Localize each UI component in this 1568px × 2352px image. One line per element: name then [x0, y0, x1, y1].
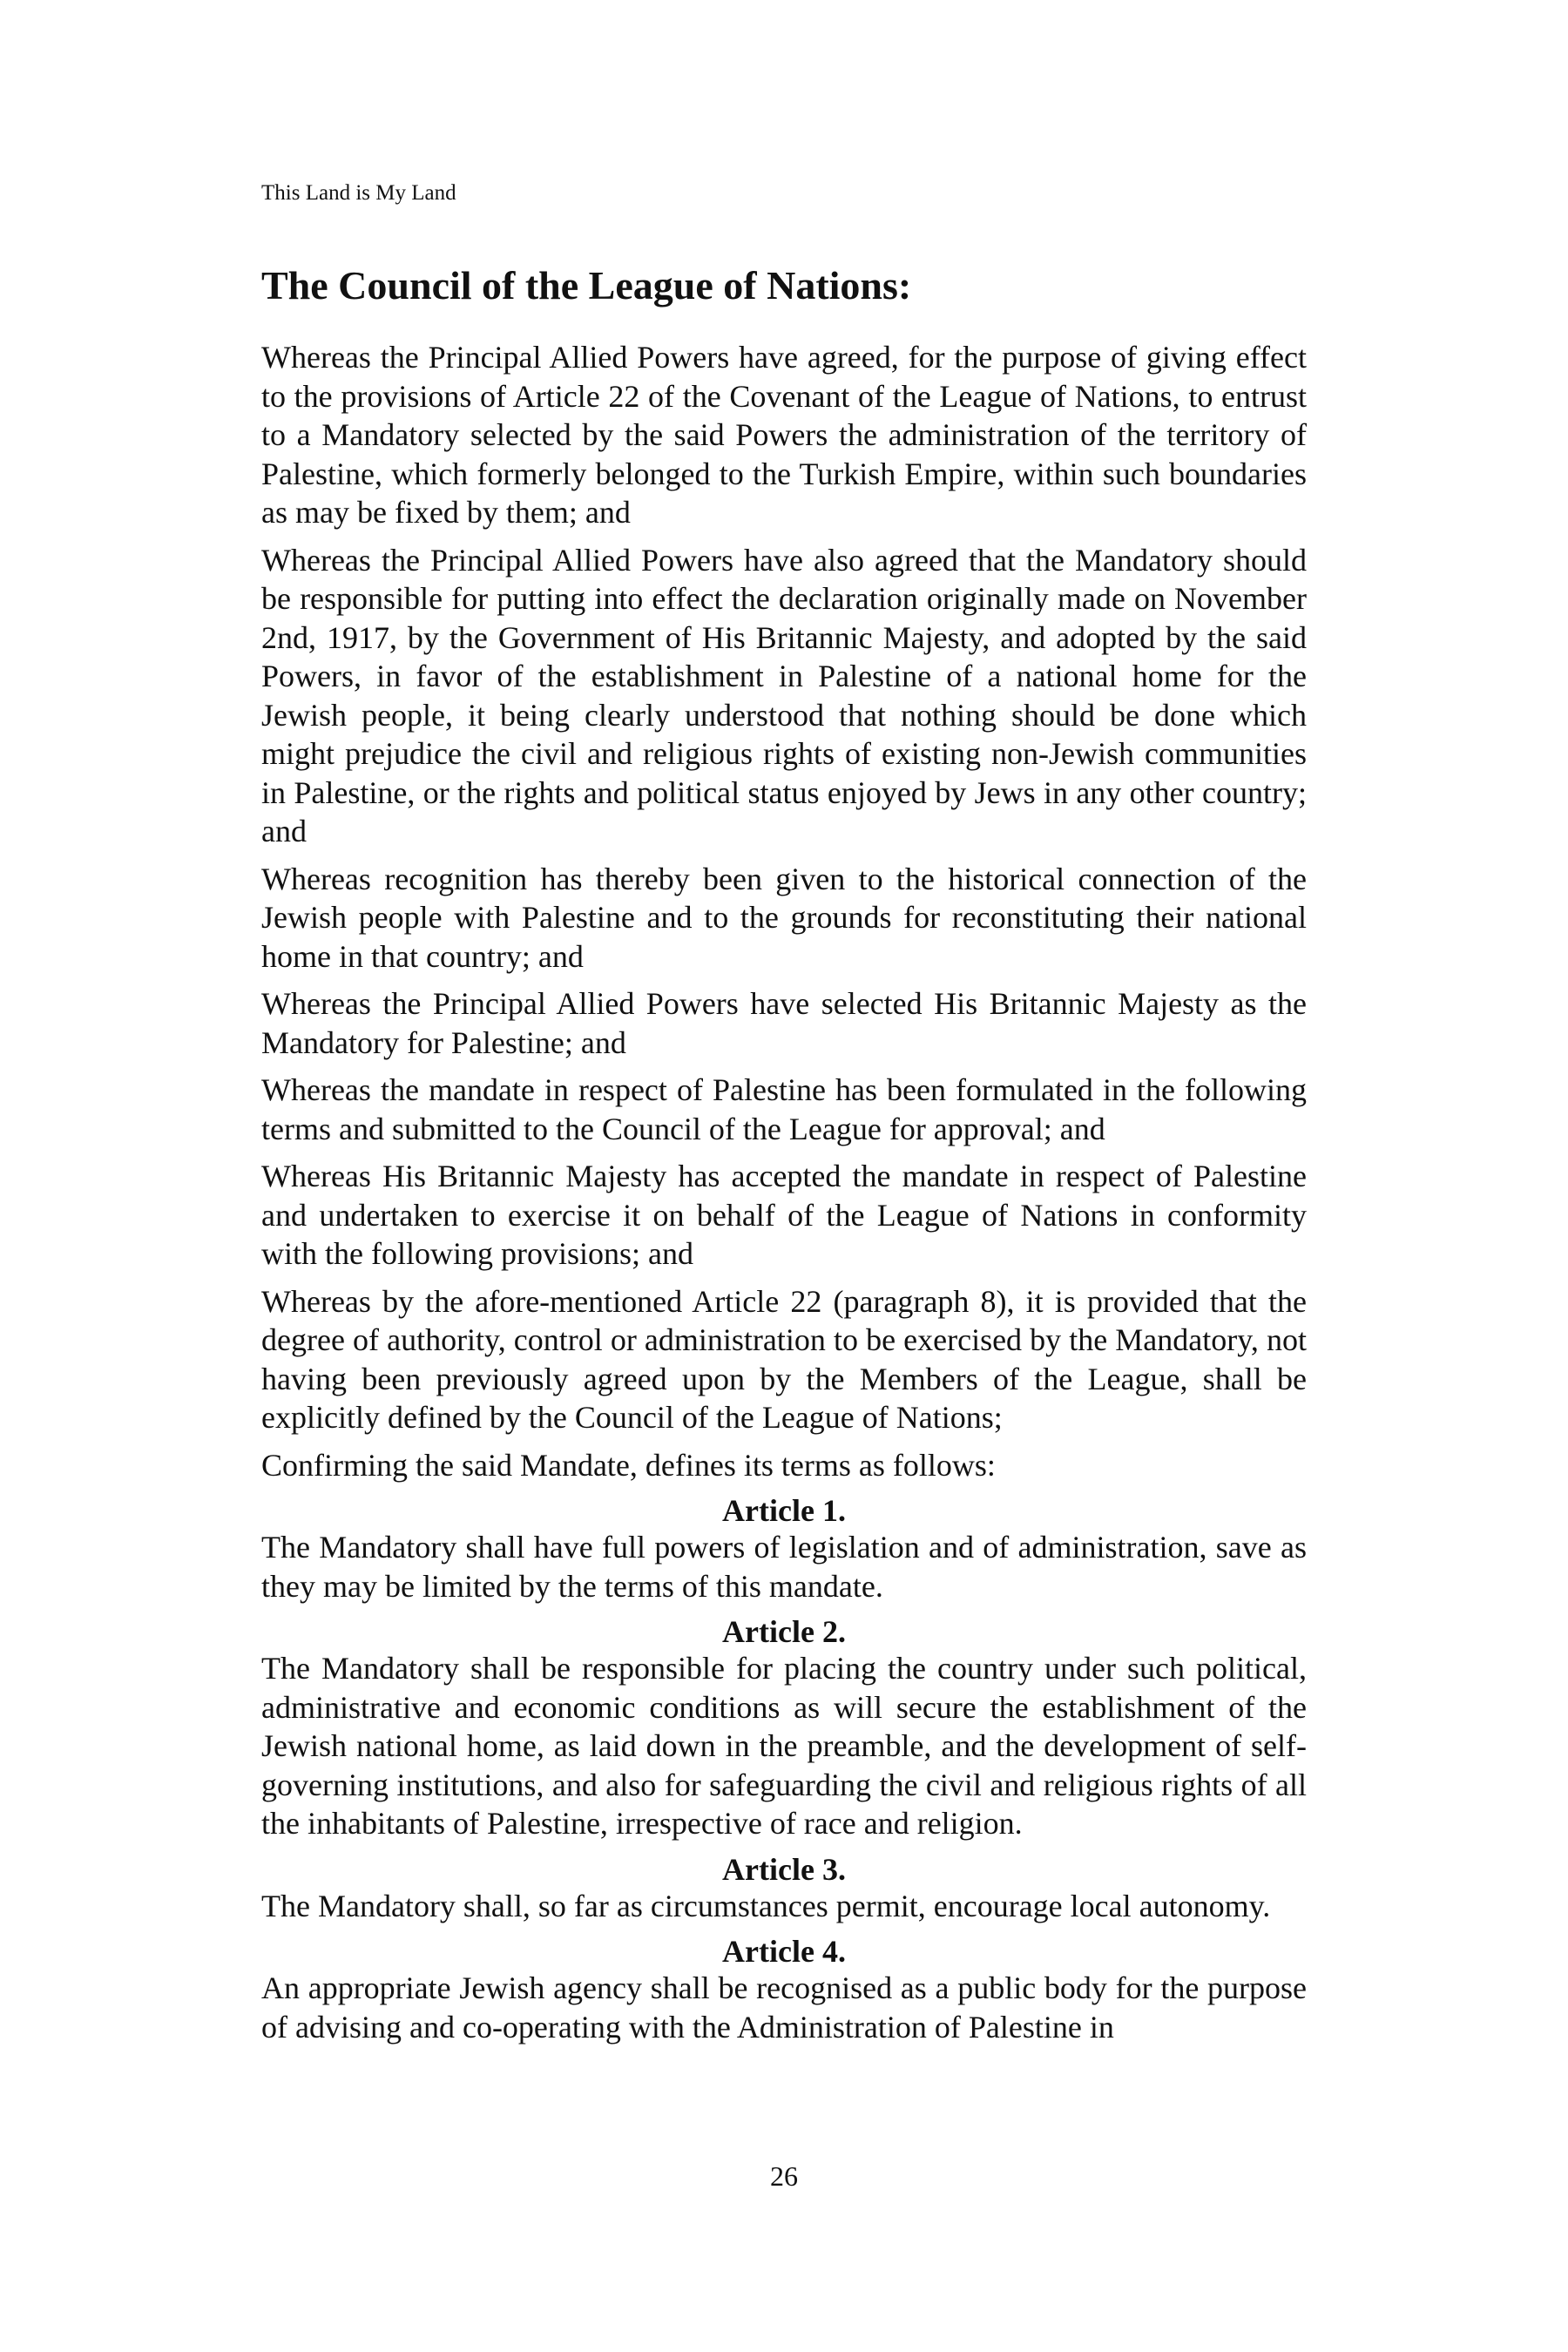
preamble-paragraph: Whereas recognition has thereby been given to the historical connection of the Jewish people with Palestine and to the grounds for reconstituting their national home in that country; and: [261, 861, 1307, 974]
body-text: [261, 338, 1307, 2055]
article-2-heading: Article 2.: [722, 1614, 846, 1649]
preamble-paragraph: Whereas the Principal Allied Powers have selected His Britannic Majesty as the Mandatory for Palestine; and: [261, 986, 1307, 1060]
preamble-paragraph: Whereas the mandate in respect of Palestine has been formulated in the following terms and submitted to the Council of the League for approval; and: [261, 1072, 1307, 1146]
preamble-paragraph: Whereas the Principal Allied Powers have agreed, for the purpose of giving effect to the provisions of Article 22 of the Covenant of the League of Nations, to entrust to a Mandatory selected by the said Powers the administration of the territory of Palestine, which formerly belonged to the Turkish Empire, within such boundaries as may be fixed by them; and: [261, 340, 1307, 530]
article-1-heading: Article 1.: [722, 1493, 846, 1528]
article-1-text: The Mandatory shall have full powers of legislation and of administration, save as they may be limited by the terms of this mandate.: [261, 1530, 1307, 1604]
article-2-text: The Mandatory shall be responsible for placing the country under such political, administrative and economic conditions as will secure the establishment of the Jewish national home, as laid down in the preamble, and the development of self-governing institutions, and also for safeguarding the civil and religious rights of all the inhabitants of Palestine, irrespective of race and religion.: [261, 1651, 1307, 1841]
article-4-heading: Article 4.: [722, 1934, 846, 1969]
page-title: The Council of the League of Nations:: [261, 263, 912, 308]
preamble-paragraph: Whereas by the afore-mentioned Article 22 (paragraph 8), it is provided that the degree of authority, control or administration to be exercised by the Mandatory, not having been previously agreed upon by the Members of the League, shall be explicitly defined by the Council of the League of Nations;: [261, 1283, 1307, 1435]
preamble-paragraph: Whereas His Britannic Majesty has accepted the mandate in respect of Palestine and undertaken to exercise it on behalf of the League of Nations in conformity with the following provisions; and: [261, 1159, 1307, 1271]
article-3-heading: Article 3.: [722, 1851, 846, 1887]
article-3-text: The Mandatory shall, so far as circumstances permit, encourage local autonomy.: [261, 1888, 1271, 1923]
page-number: 26: [770, 2160, 798, 2192]
running-header: This Land is My Land: [261, 181, 456, 205]
preamble-paragraph: Confirming the said Mandate, defines its terms as follows:: [261, 1447, 996, 1483]
preamble-paragraph: Whereas the Principal Allied Powers have also agreed that the Mandatory should be responsible for putting into effect the declaration originally made on November 2nd, 1917, by the Government of His Britannic Majesty, and adopted by the said Powers, in favor of the establishment in Palestine of a national home for the Jewish people, it being clearly understood that nothing should be done which might prejudice the civil and religious rights of existing non-Jewish communities in Palestine, or the rights and political status enjoyed by Jews in any other country; and: [261, 542, 1307, 848]
article-4-text: An appropriate Jewish agency shall be recognised as a public body for the purpose of advising and co-operating with the Administration of Palestine in: [261, 1970, 1307, 2044]
